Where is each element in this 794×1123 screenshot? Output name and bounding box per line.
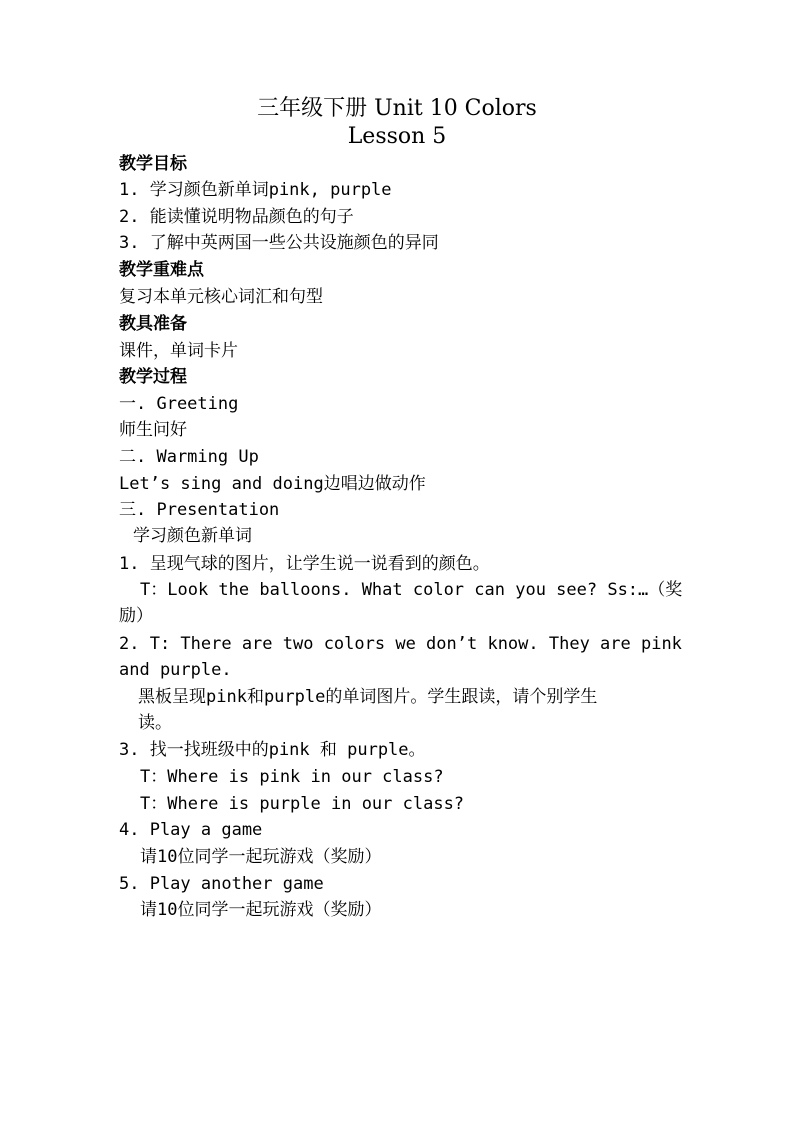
text-line: 1. 呈现气球的图片，让学生说一说看到的颜色。 bbox=[119, 554, 490, 574]
text-line: 5. Play another game bbox=[119, 874, 324, 894]
text-line: T：Where is purple in our class? bbox=[140, 794, 465, 814]
text-line: T：Where is pink in our class? bbox=[140, 767, 444, 787]
heading-process: 教学过程 bbox=[119, 367, 187, 387]
text-line: 请10位同学一起玩游戏（奖励） bbox=[140, 900, 382, 920]
text-line: 学习颜色新单词 bbox=[133, 526, 252, 546]
text-line: 请10位同学一起玩游戏（奖励） bbox=[140, 847, 382, 867]
text-line: 二. Warming Up bbox=[119, 447, 259, 467]
text-line: 2. 能读懂说明物品颜色的句子 bbox=[119, 207, 354, 227]
doc-subtitle: Lesson 5 bbox=[347, 124, 447, 149]
text-line: 励） bbox=[119, 606, 153, 626]
text-line: 3. 了解中英两国一些公共设施颜色的异同 bbox=[119, 233, 439, 253]
doc-title: 三年级下册 Unit 10 Colors bbox=[257, 96, 537, 121]
text-line: 1. 学习颜色新单词pink, purple bbox=[119, 180, 392, 200]
heading-materials: 教具准备 bbox=[119, 314, 187, 334]
text-line: 2. T: There are two colors we don’t know. They are pink bbox=[119, 634, 682, 654]
text-line: 4. Play a game bbox=[119, 820, 263, 840]
heading-key-points: 教学重难点 bbox=[119, 260, 204, 280]
text-line: 读。 bbox=[138, 713, 172, 733]
text-line: and purple. bbox=[119, 660, 232, 680]
text-line: 课件，单词卡片 bbox=[119, 341, 238, 361]
text-line: 复习本单元核心词汇和句型 bbox=[119, 287, 323, 307]
text-line: Let’s sing and doing边唱边做动作 bbox=[119, 474, 426, 494]
text-line: 一. Greeting bbox=[119, 394, 239, 414]
heading-objectives: 教学目标 bbox=[119, 154, 187, 174]
text-line: 黑板呈现pink和purple的单词图片。学生跟读，请个别学生 bbox=[138, 687, 598, 707]
text-line: 3. 找一找班级中的pink 和 purple。 bbox=[119, 740, 426, 760]
text-line: 三. Presentation bbox=[119, 500, 280, 520]
text-line: 师生问好 bbox=[119, 420, 187, 440]
text-line: T：Look the balloons. What color can you see? Ss:…（奖 bbox=[140, 580, 683, 600]
